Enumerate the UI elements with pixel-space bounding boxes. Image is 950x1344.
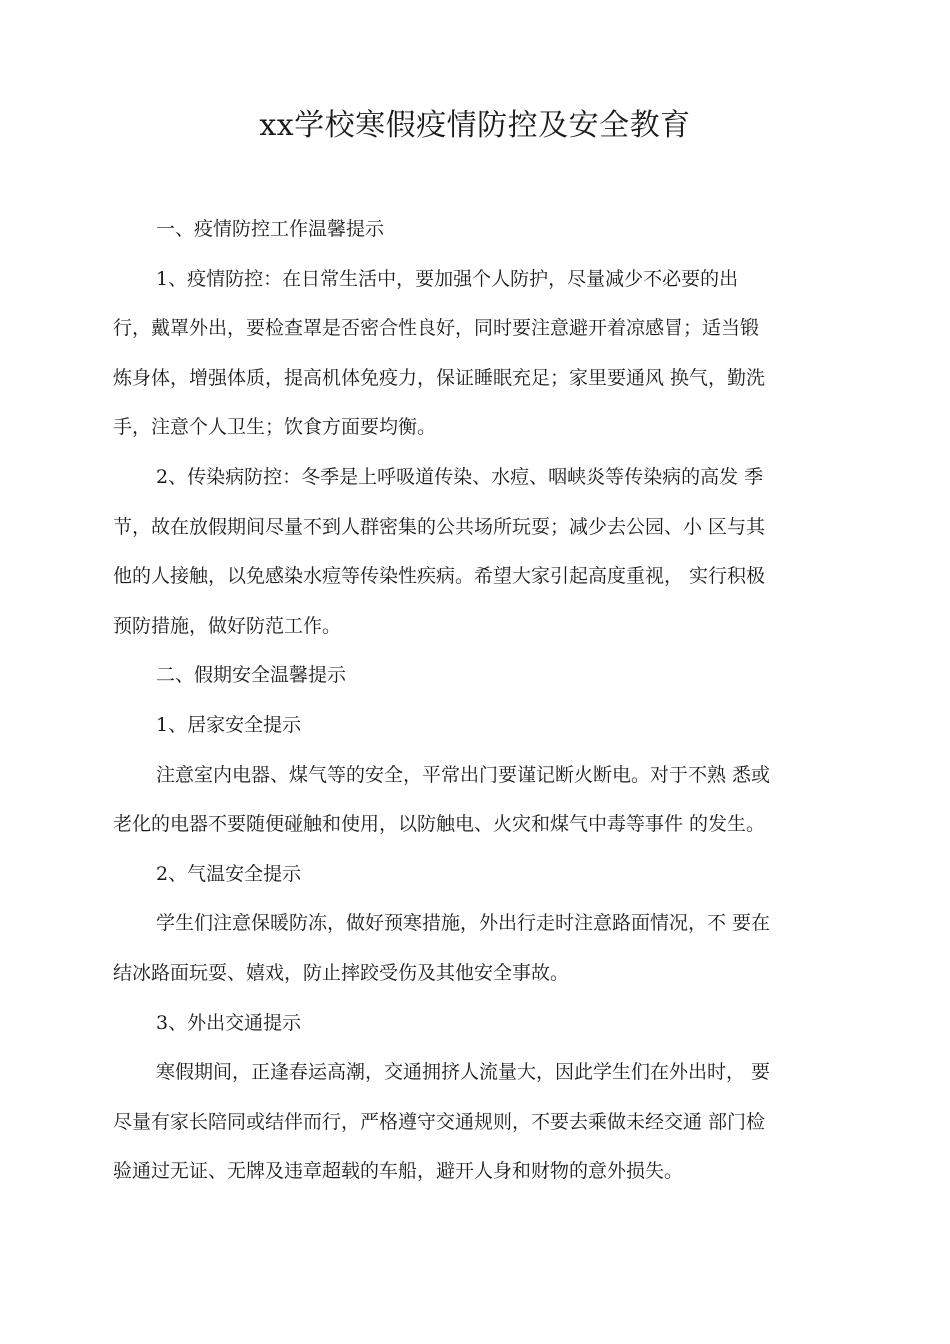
text-line: 2、气温安全提示 <box>156 862 302 885</box>
text-line: 寒假期间，正逢春运高潮，交通拥挤人流量大，因此学生们在外出时， 要 <box>156 1061 771 1084</box>
text-line: 一、疫情防控工作温馨提示 <box>156 218 385 240</box>
text-line: 2、传染病防控：冬季是上呼吸道传染、水痘、咽峡炎等传染病的高发 季 <box>156 465 764 488</box>
text-line: 手，注意个人卫生；饮食方面要均衡。 <box>113 416 437 439</box>
text-line: 1、居家安全提示 <box>156 713 302 736</box>
text-line: 行，戴罩外出，要检查罩是否密合性良好，同时要注意避开着凉感冒；适当锻 <box>113 317 760 340</box>
text-line: 1、疫情防控：在日常生活中，要加强个人防护，尽量减少不必要的出 <box>156 267 739 290</box>
text-line: 节，故在放假期间尽量不到人群密集的公共场所玩耍；减少去公园、小 区与其 <box>113 515 766 538</box>
text-line: 验通过无证、无牌及违章超载的车船，避开人身和财物的意外损失。 <box>113 1160 684 1183</box>
text-line: 二、假期安全温馨提示 <box>156 664 347 687</box>
text-line: 炼身体，增强体质，提高机体免疫力，保证睡眠充足；家里要通风 换气，勤洗 <box>113 366 766 389</box>
document-title: xx学校寒假疫情防控及安全教育 <box>259 108 691 143</box>
text-line: 尽量有家长陪同或结伴而行，严格遵守交通规则，不要去乘做未经交通 部门检 <box>113 1110 766 1133</box>
text-line: 预防措施，做好防范工作。 <box>113 614 342 637</box>
text-line: 注意室内电器、煤气等的安全，平常出门要谨记断火断电。对于不熟 悉或 <box>156 763 771 786</box>
document-body <box>113 205 853 1197</box>
text-line: 3、外出交通提示 <box>156 1011 302 1034</box>
text-line: 结冰路面玩耍、嬉戏，防止摔跤受伤及其他安全事故。 <box>113 961 570 984</box>
text-line: 老化的电器不要随便碰触和使用，以防触电、火灾和煤气中毒等事件 的发生。 <box>113 813 766 836</box>
text-line: 学生们注意保暖防冻，做好预寒措施，外出行走时注意路面情况，不 要在 <box>156 912 771 935</box>
text-line: 他的人接触，以免感染水痘等传染性疾病。希望大家引起高度重视， 实行积极 <box>113 565 766 588</box>
